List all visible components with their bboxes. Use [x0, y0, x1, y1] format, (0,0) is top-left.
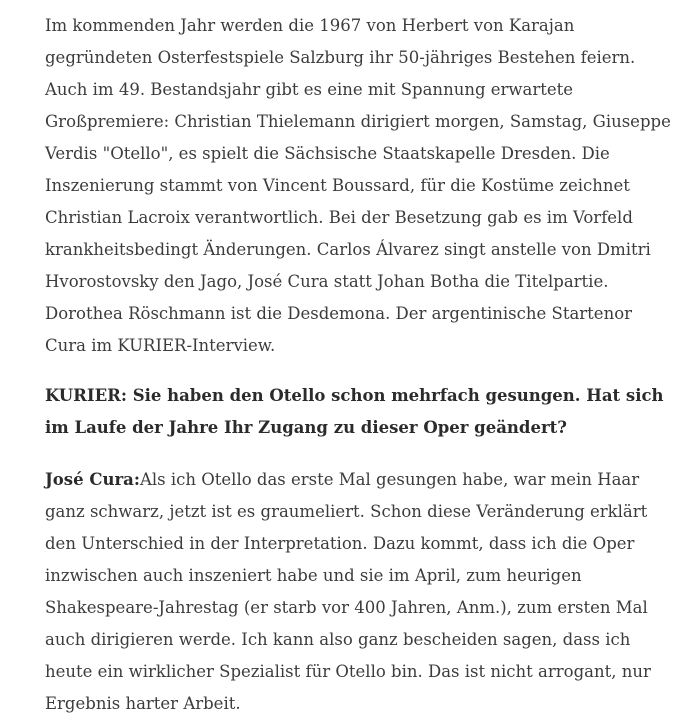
interview-question: KURIER: Sie haben den Otello schon mehrfach gesungen. Hat sich im Laufe der Jahre Ihr Zugang zu dieser Oper geändert?: [45, 386, 664, 437]
interview-answer: [45, 464, 675, 720]
intro-paragraph: Im kommenden Jahr werden die 1967 von Herbert von Karajan gegründeten Osterfestspiele Salzburg ihr 50-jähriges Bestehen feiern. Auch im 49. Bestandsjahr gibt es eine mit Spannung erwartete Großpremiere: Christian Thielemann dirigiert morgen, Samstag, Giuseppe Verdis "Otello", es spielt die Sächsische Staatskapelle Dresden. Die Inszenierung stammt von Vincent Boussard, für die Kostüme zeichnet Christian Lacroix verantwortlich. Bei der Besetzung gab es im Vorfeld krankheitsbedingt Änderungen. Carlos Álvarez singt anstelle von Dmitri Hvorostovsky den Jago, José Cura statt Johan Botha die Titelpartie. Dorothea Röschmann ist die Desdemona. Der argentinische Startenor Cura im KURIER-Interview.: [45, 16, 671, 355]
article-body: [45, 10, 675, 720]
answer-speaker: José Cura:: [45, 470, 140, 489]
answer-text: Als ich Otello das erste Mal gesungen habe, war mein Haar ganz schwarz, jetzt ist es graumeliert. Schon diese Veränderung erklärt den Unterschied in der Interpretation. Dazu kommt, dass ich die Oper inzwischen auch inszeniert habe und sie im April, zum heurigen Shakespeare-Jahrestag (er starb vor 400 Jahren, Anm.), zum ersten Mal auch dirigieren werde. Ich kann also ganz bescheiden sagen, dass ich heute ein wirklicher Spezialist für Otello bin. Das ist nicht arrogant, nur Ergebnis harter Arbeit.: [45, 470, 651, 713]
